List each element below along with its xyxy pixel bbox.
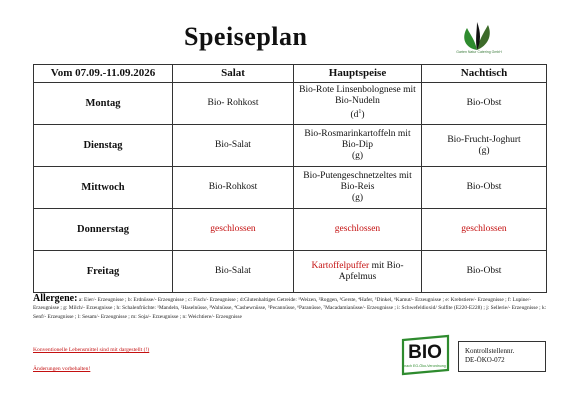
nachtisch-line: Bio-Frucht-Joghurt (447, 134, 521, 145)
day-cell: Dienstag (34, 125, 173, 167)
table-header-row (34, 65, 547, 83)
page-title: Speiseplan (184, 22, 308, 51)
svg-text:BIO: BIO (408, 342, 442, 363)
day-cell: Montag (34, 83, 173, 125)
table-row-montag (34, 83, 547, 125)
hauptspeise-cell (294, 251, 422, 293)
salat-cell: Bio-Rohkost (173, 167, 294, 209)
column-header-salat: Salat (173, 65, 294, 83)
control-body-label: Kontrollstellennr. (465, 347, 515, 355)
day-cell: Freitag (34, 251, 173, 293)
hauptspeise-cell (294, 83, 422, 125)
allergen-note: (g) (351, 151, 364, 161)
allergen-note: (g) (478, 145, 490, 156)
allergen-legend-text: a: Eier/- Erzeugnisse ; b: Erdnüsse/- Erzeugnisse ; c: Fisch/- Erzeugnisse ; d:Glutenhaltiges Getreide: ¹Weizen, ²Roggen, ³Gerste, ⁴Hafer, ⁵Dinkel, ⁶Kamut/- Erzeugnisse ; e: Krebstiere/- Erzeugnisse ; f: Lupine/- Erzeugnisse ; g: Milch/- Erzeugnisse ; h: Schalenfrüchte: ¹Mandeln, ²Haselnüsse, ³Walnüsse, ⁴Cashewnüsse, ⁵Pecannüsse, ⁶Paranüsse, ⁷Macadamianüsse/- Erzeugnisse ; i: Schwefeldioxid/ Sulfite (E220-E228) ; j: Sellerie/- Erzeugnisse ; k: Senf/- Erzeugnisse ; l: Sesam/- Erzeugnisse ; m: Soja/- Erzeugnisse ; n: Weichtiere/- Erzeugnisse (33, 297, 547, 320)
salat-cell: Bio- Rohkost (173, 83, 294, 125)
hauptspeise-line: Bio-Nudeln (335, 96, 380, 107)
svg-text:nach EG-Öko-Verordnung: nach EG-Öko-Verordnung (404, 364, 446, 368)
hauptspeise-line: Bio-Rote Linsenbolognese mit (299, 85, 416, 96)
hauptspeise-line: Bio-Reis (340, 182, 375, 192)
salat-cell-closed: geschlossen (173, 209, 294, 251)
hauptspeise-cell (294, 125, 422, 167)
day-cell: Mittwoch (34, 167, 173, 209)
table-row-donnerstag (34, 209, 547, 251)
allergen-sup: 1 (358, 109, 362, 116)
control-body-number: DE-ÖKO-072 (465, 356, 505, 364)
salat-cell: Bio-Salat (173, 251, 294, 293)
allergen-note: (g) (351, 193, 364, 203)
conventional-item: Kartoffelpuffer (311, 260, 370, 271)
day-cell: Donnerstag (34, 209, 173, 251)
nachtisch-cell: Bio-Obst (422, 83, 547, 125)
table-row-mittwoch (34, 167, 547, 209)
hauptspeise-cell (294, 167, 422, 209)
hauptspeise-line: Bio-Dip (341, 140, 374, 150)
control-body-box (458, 341, 546, 372)
column-header-hauptspeise: Hauptspeise (294, 65, 422, 83)
hauptspeise-line (296, 261, 419, 272)
column-header-week: Vom 07.09.-11.09.2026 (34, 65, 173, 83)
conventional-food-note: Konventionelle Lebensmittel sind mit dargestellt (!) (33, 347, 150, 353)
allergen-note (296, 107, 419, 121)
hauptspeise-line-rest: mit Bio- (369, 260, 404, 271)
hauptspeise-line: Bio-Rosmarinkartoffeln mit (304, 129, 411, 139)
nachtisch-cell: Bio-Obst (422, 251, 547, 293)
bio-seal-icon (399, 334, 452, 376)
allergen-close: ) (361, 110, 365, 121)
allergen-legend-title: Allergene: (33, 293, 78, 304)
logo-caption: Garten Natur Catering GmbH (456, 50, 502, 54)
column-header-nachtisch: Nachtisch (422, 65, 547, 83)
menu-table (33, 64, 547, 293)
allergen-legend (33, 295, 553, 321)
hauptspeise-cell-closed: geschlossen (294, 209, 422, 251)
table-row-dienstag (34, 125, 547, 167)
nachtisch-cell (422, 125, 547, 167)
nachtisch-cell-closed: geschlossen (422, 209, 547, 251)
hauptspeise-line: Apfelmus (338, 271, 377, 282)
nachtisch-cell: Bio-Obst (422, 167, 547, 209)
table-row-freitag (34, 251, 547, 293)
salat-cell: Bio-Salat (173, 125, 294, 167)
allergen-code: (d (350, 110, 359, 121)
hauptspeise-line: Bio-Putengeschnetzeltes mit (303, 171, 412, 181)
changes-reserved-note: Änderungen vorbehalten! (33, 366, 91, 372)
